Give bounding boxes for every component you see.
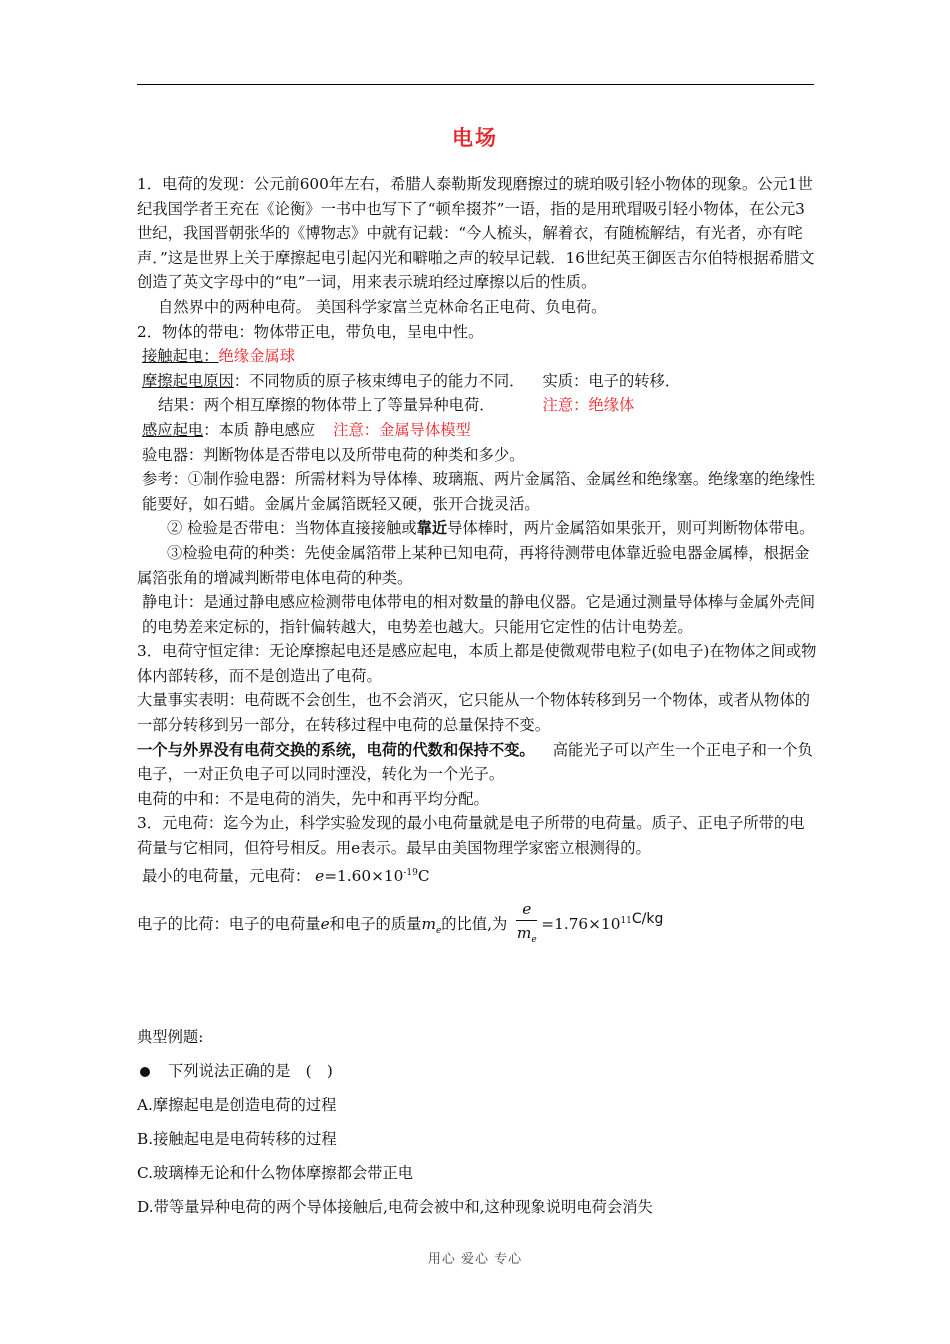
page-footer: 用心 爱心 专心 [427,1252,523,1267]
fraction-numerator: e [516,898,537,921]
specific-charge-fraction [516,898,537,952]
paragraph-charging: 2．物体的带电：物体带正电，带负电，呈电中性。 [137,322,484,341]
min-charge-label: 最小的电荷量，元电荷： [142,866,311,885]
friction-text: ：不同物质的原子核束缚电子的能力不同． [233,371,525,390]
fraction-denominator-sub: e [531,935,537,946]
min-charge-value: =1.60×10 [324,866,404,885]
paragraph-min-charge [137,861,817,889]
option-b: B.接触起电是电荷转移的过程 [137,1130,337,1148]
ratio-unit: C/kg [631,911,664,928]
ratio-text: 电子的比荷：电子的电荷量 [137,915,321,934]
induction-text: ：本质 静电感应 [203,420,316,439]
option-a: A.摩擦起电是创造电荷的过程 [137,1096,337,1114]
friction-essence: 实质：电子的转移． [542,371,681,390]
induction-label: 感应起电 [142,420,204,439]
paragraph-facts: 大量事实表明：电荷既不会创生，也不会消灭，它只能从一个物体转移到另一个物体，或者从物体的一部分转移到另一部分，在转移过程中电荷的总量保持不变。 [137,691,811,735]
paragraph-conservation-law [137,738,817,787]
ref2-text-a: ② 检验是否带电：当物体直接接触或 [167,519,417,538]
fraction-denominator-m: m [516,924,532,943]
ratio-m-sub: e [435,926,442,937]
paragraph-neutralization: 电荷的中和：不是电荷的消失，先中和再平均分配。 [137,789,489,808]
photon-text: 高能光子可以产生一个正电子和一个负电子，一对正负电子可以同时湮没，转化为一个光子。 [137,740,813,784]
fraction-denominator [517,921,537,952]
document-body [137,172,817,952]
contact-label: 接触起电： [142,347,219,366]
ratio-tail: 的比值,为 [441,915,508,934]
header-rule [137,84,814,85]
min-charge-exponent: -19 [403,867,418,878]
paragraph-discovery: 1．电荷的发现：公元前600年左右，希腊人泰勒斯发现磨擦过的琥珀吸引轻小物体的现象。公元1世纪我国学者王充在《论衡》一书中也写下了“顿牟掇芥”一语，指的是用玳瑁吸引轻小物体，在公元3世纪，我国晋朝张华的《博物志》中就有记载：“今人梳头，解着衣，有随梳解结，有光者，亦有咤声．”这是世界上关于摩擦起电引起闪光和噼啪之声的较早记载．16世纪英王御医吉尔伯特根据希腊文创造了英文字母中的“电”一词，用来表示琥珀经过摩擦以后的性质。 [137,175,815,292]
contact-note: 绝缘金属球 [218,347,295,366]
paragraph-induction [137,418,817,443]
paragraph-contact [137,344,817,369]
ratio-value: =1.76×10 [541,915,621,934]
ref2-text-bold: 靠近 [416,519,448,538]
paragraph-conservation: 3．电荷守恒定律：无论摩擦起电还是感应起电，本质上都是使微观带电粒子(如电子)在物体之间或物体内部转移，而不是创造出了电荷。 [137,642,817,685]
conservation-law-bold: 一个与外界没有电荷交换的系统，电荷的代数和保持不变。 [137,740,535,759]
result-text: 结果：两个相互摩擦的物体带上了等量异种电荷． [158,396,495,415]
ratio-mid: 和电子的质量 [329,915,422,934]
examples-heading: 典型例题: [137,1028,204,1046]
option-d: D.带等量异种电荷的两个导体接触后,电荷会被中和,这种现象说明电荷会消失 [137,1198,653,1216]
paragraph-result [137,393,817,418]
ratio-m: m [421,915,436,934]
ref3-text: ③检验电荷的种类：先使金属箔带上某种已知电荷，再将待测带电体靠近验电器金属棒，根据金属箔张角的增减判断带电体电荷的种类。 [137,543,810,587]
friction-label: 摩擦起电原因 [142,371,234,390]
result-note: 注意：绝缘体 [542,396,635,415]
paragraph-electrometer: 静电计：是通过静电感应检测带电体带电的相对数量的静电仪器。它是通过测量导体棒与金属外壳间的电势差来定标的，指针偏转越大，电势差也越大。只能用它定性的估计电势差。 [142,593,816,636]
ratio-exponent: 11 [620,916,632,927]
min-charge-unit: C [417,866,430,885]
paragraph-electroscope: 验电器：判断物体是否带电以及所带电荷的种类和多少。 [142,445,525,464]
ref2-text-c: 导体棒时，两片金属箔如果张开，则可判断物体带电。 [447,519,815,538]
induction-note: 注意：金属导体模型 [333,420,471,439]
min-charge-symbol: e [315,866,325,885]
examples-section [137,1024,817,1228]
paragraph-reference-2 [137,516,817,590]
page-title: 电场 [452,125,498,150]
question-text: 下列说法正确的是 ( ) [168,1062,333,1080]
paragraph-friction [137,369,817,394]
paragraph-element-charge: 3．元电荷：迄今为止，科学实验发现的最小电荷量就是电子所带的电荷量。质子、正电子所带的电荷量与它相同，但符号相反。用e表示。最早由美国物理学家密立根测得的。 [137,814,805,858]
question-line [137,1058,817,1092]
paragraph-specific-charge [137,898,817,952]
bullet-icon [140,1067,150,1077]
paragraph-two-charges: 自然界中的两种电荷。 美国科学家富兰克林命名正电荷、负电荷。 [158,297,607,316]
paragraph-reference-1: 参考：①制作验电器：所需材料为导体棒、玻璃瓶、两片金属箔、金属丝和绝缘塞。绝缘塞的绝缘性能要好，如石蜡。金属片金属箔既轻又硬，张开合拢灵活。 [142,470,816,513]
ratio-e: e [320,915,330,934]
option-c: C.玻璃棒无论和什么物体摩擦都会带正电 [137,1164,414,1182]
